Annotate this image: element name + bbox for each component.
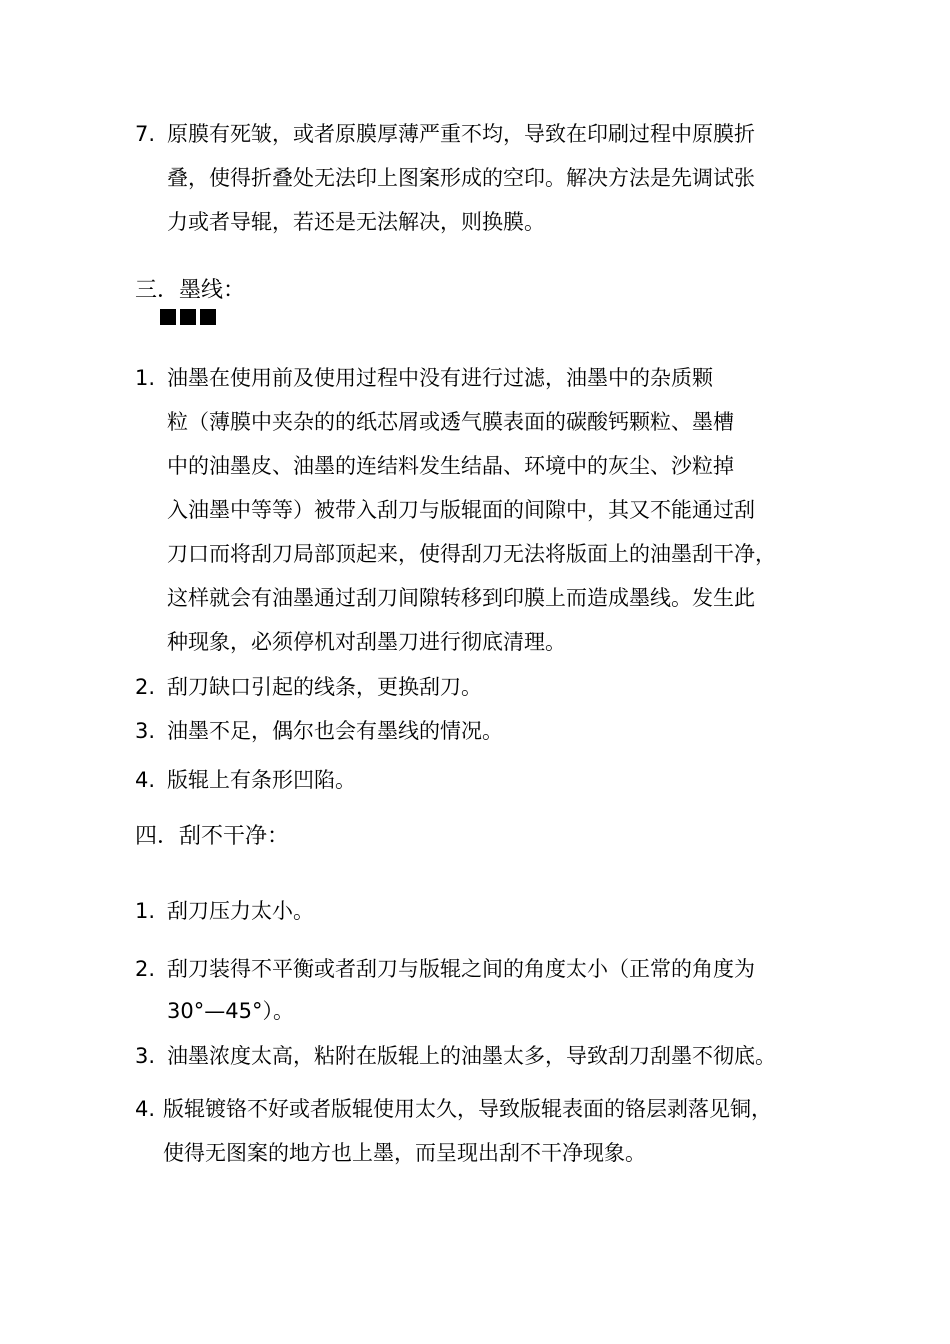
paragraph-line: 刮刀装得不平衡或者刮刀与版辊之间的角度太小（正常的角度为 bbox=[167, 957, 755, 981]
paragraph-line: 原膜有死皱，或者原膜厚薄严重不均，导致在印刷过程中原膜折 bbox=[167, 122, 755, 146]
paragraph-line: 入油墨中等等）被带入刮刀与版辊面的间隙中，其又不能通过刮 bbox=[167, 498, 755, 522]
paragraph-line: 粒（薄膜中夹杂的的纸芯屑或透气膜表面的碳酸钙颗粒、墨槽 bbox=[167, 410, 734, 434]
paragraph-line: 油墨浓度太高，粘附在版辊上的油墨太多，导致刮刀刮墨不彻底。 bbox=[167, 1044, 776, 1068]
list-number: 3. bbox=[135, 1044, 156, 1068]
paragraph-line: 油墨在使用前及使用过程中没有进行过滤，油墨中的杂质颗 bbox=[167, 366, 713, 390]
square-icon bbox=[200, 309, 216, 325]
paragraph-line: 使得无图案的地方也上墨，而呈现出刮不干净现象。 bbox=[163, 1141, 646, 1165]
list-number: 2. bbox=[135, 675, 156, 699]
paragraph-line: 版辊镀铬不好或者版辊使用太久，导致版辊表面的铬层剥落见铜， bbox=[163, 1097, 772, 1121]
paragraph-line: 30°—45°）。 bbox=[167, 999, 294, 1023]
list-number: 3. bbox=[135, 719, 156, 743]
paragraph-line: 刀口而将刮刀局部顶起来，使得刮刀无法将版面上的油墨刮干净， bbox=[167, 542, 776, 566]
paragraph-line: 版辊上有条形凹陷。 bbox=[167, 768, 356, 792]
square-icon bbox=[180, 309, 196, 325]
section-heading: 三．墨线： bbox=[135, 278, 246, 303]
heading-decoration bbox=[160, 309, 216, 325]
list-number: 1. bbox=[135, 366, 156, 390]
list-number: 4. bbox=[135, 768, 156, 792]
paragraph-line: 种现象，必须停机对刮墨刀进行彻底清理。 bbox=[167, 630, 566, 654]
paragraph-line: 油墨不足，偶尔也会有墨线的情况。 bbox=[167, 719, 503, 743]
list-number: 1. bbox=[135, 899, 156, 923]
list-number: 2. bbox=[135, 957, 156, 981]
paragraph-line: 中的油墨皮、油墨的连结料发生结晶、环境中的灰尘、沙粒掉 bbox=[167, 454, 734, 478]
paragraph-line: 这样就会有油墨通过刮刀间隙转移到印膜上而造成墨线。发生此 bbox=[167, 586, 755, 610]
paragraph-line: 力或者导辊，若还是无法解决，则换膜。 bbox=[167, 210, 545, 234]
paragraph-line: 刮刀缺口引起的线条，更换刮刀。 bbox=[167, 675, 482, 699]
section-heading: 四．刮不干净： bbox=[135, 824, 290, 849]
list-number: 4. bbox=[135, 1097, 156, 1121]
square-icon bbox=[160, 309, 176, 325]
paragraph-line: 叠，使得折叠处无法印上图案形成的空印。解决方法是先调试张 bbox=[167, 166, 755, 190]
paragraph-line: 刮刀压力太小。 bbox=[167, 899, 314, 923]
list-number: 7. bbox=[135, 122, 156, 146]
